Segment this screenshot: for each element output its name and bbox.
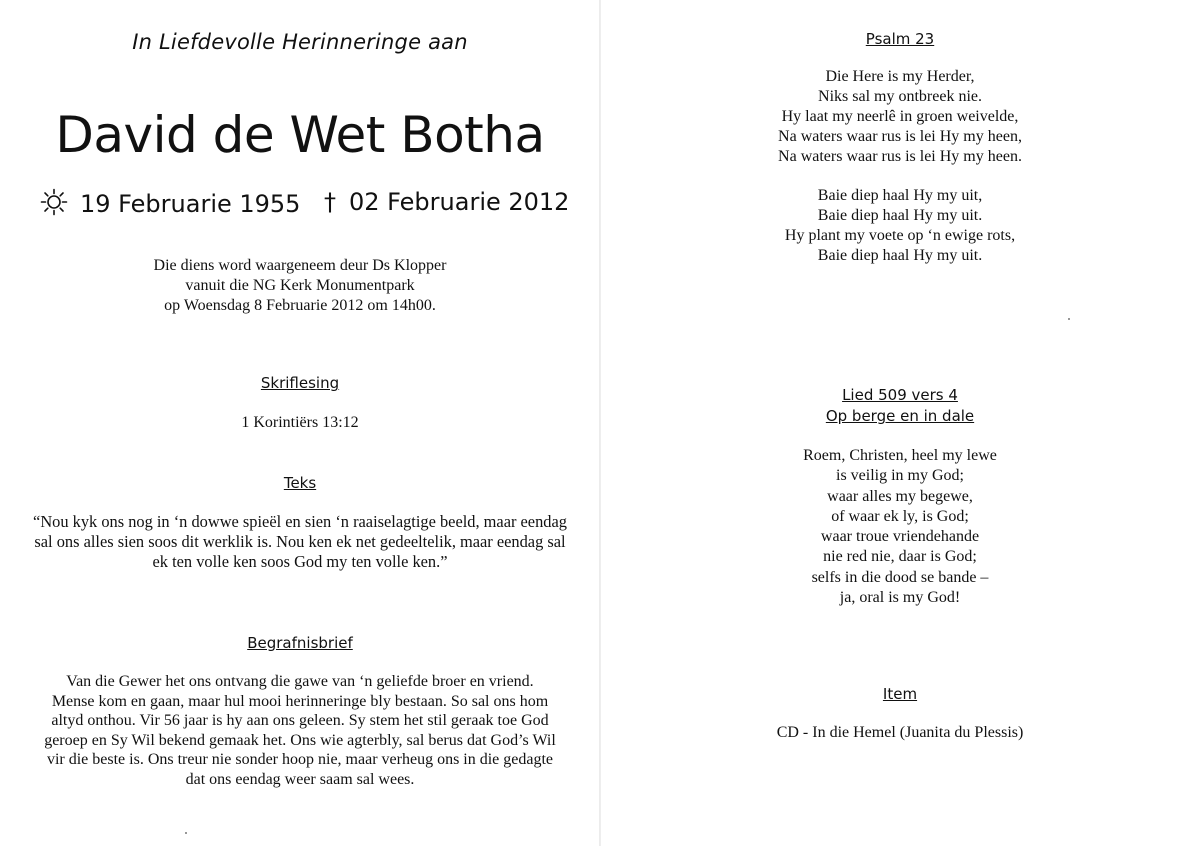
lied-line: is veilig in my God; [836,467,964,485]
service-details [0,256,600,316]
paper-speck [185,832,187,834]
lied-text [600,446,1200,608]
teks-quote [10,512,590,572]
lied-line: of waar ek ly, is God; [831,507,969,525]
skriflesing-heading: Skriflesing [260,374,340,392]
brief-line: geroep en Sy Wil bekend gemaak het. Ons wie agterbly, sal berus dat God’s Wil [44,731,556,749]
right-page [600,0,1200,846]
birth-date: 19 Februarie 1955 [80,190,301,218]
psalm-line: Hy laat my neerlê in groen weivelde, [781,108,1019,125]
psalm-line: Baie diep haal Hy my uit. [817,247,983,264]
item-heading: Item [882,685,918,703]
service-line: vanuit die NG Kerk Monumentpark [185,277,415,294]
begrafnisbrief-heading: Begrafnisbrief [247,634,353,652]
lied-line: nie red nie, daar is God; [823,548,977,566]
item-text: CD - In die Hemel (Juanita du Plessis) [776,724,1024,741]
teks-line: ek ten volle ken soos God my ten volle ken.” [152,552,448,571]
lied-heading: Lied 509 vers 4 [842,386,958,404]
scripture-reference: 1 Korintiërs 13:12 [241,414,359,431]
psalm-line: Hy plant my voete op ‘n ewige rots, [784,227,1016,244]
psalm-line: Na waters waar rus is lei Hy my heen. [778,148,1022,165]
psalm-line: Baie diep haal Hy my uit. [817,207,983,224]
brief-line: dat ons eendag weer saam sal wees. [185,770,415,788]
dedication-line: In Liefdevolle Herinneringe aan [132,30,468,54]
teks-heading: Teks [283,474,317,492]
sun-icon [40,188,68,216]
psalm-heading: Psalm 23 [865,30,935,48]
service-line: Die diens word waargeneem deur Ds Klopper [153,257,447,274]
brief-line: altyd onthou. Vir 56 jaar is hy aan ons geleen. Sy stem het stil geraak toe God [51,712,549,729]
psalm-line: Na waters waar rus is lei Hy my heen, [778,128,1022,145]
deceased-name: David de Wet Botha [55,106,545,164]
lied-line: Roem, Christen, heel my lewe [803,447,997,464]
lied-line: waar troue vriendehande [820,528,980,546]
teks-line: sal ons alles sien soos dit werklik is. Nou ken ek net gedeeltelik, maar eendag sal [34,532,566,551]
lied-subheading: Op berge en in dale [825,407,975,425]
cross-icon: † [324,188,336,216]
brief-line: vir die beste is. Ons treur nie sonder hoop nie, maar verheug ons in die gedagte [46,751,554,768]
psalm-verse-2 [600,186,1200,266]
service-line: op Woensdag 8 Februarie 2012 om 14h00. [164,297,436,314]
paper-speck [1068,318,1070,320]
begrafnisbrief-text [0,672,600,789]
lied-line: selfs in die dood se bande – [811,568,989,586]
birth-date-group [40,188,300,218]
brief-line: Mense kom en gaan, maar hul mooi herinneringe bly bestaan. So sal ons hom [51,692,549,710]
psalm-line: Die Here is my Herder, [825,68,975,85]
psalm-verse-1 [600,67,1200,167]
teks-line: “Nou kyk ons nog in ‘n dowwe spieël en sien ‘n raaiselagtige beeld, maar eendag [33,512,567,531]
psalm-line: Niks sal my ontbreek nie. [818,88,982,105]
lied-line: ja, oral is my God! [839,589,961,607]
lied-line: waar alles my begewe, [827,487,973,505]
brief-line: Van die Gewer het ons ontvang die gawe van ‘n geliefde broer en vriend. [66,673,534,690]
death-date-group [323,188,569,216]
psalm-line: Baie diep haal Hy my uit, [817,187,983,204]
death-date: 02 Februarie 2012 [349,188,570,216]
